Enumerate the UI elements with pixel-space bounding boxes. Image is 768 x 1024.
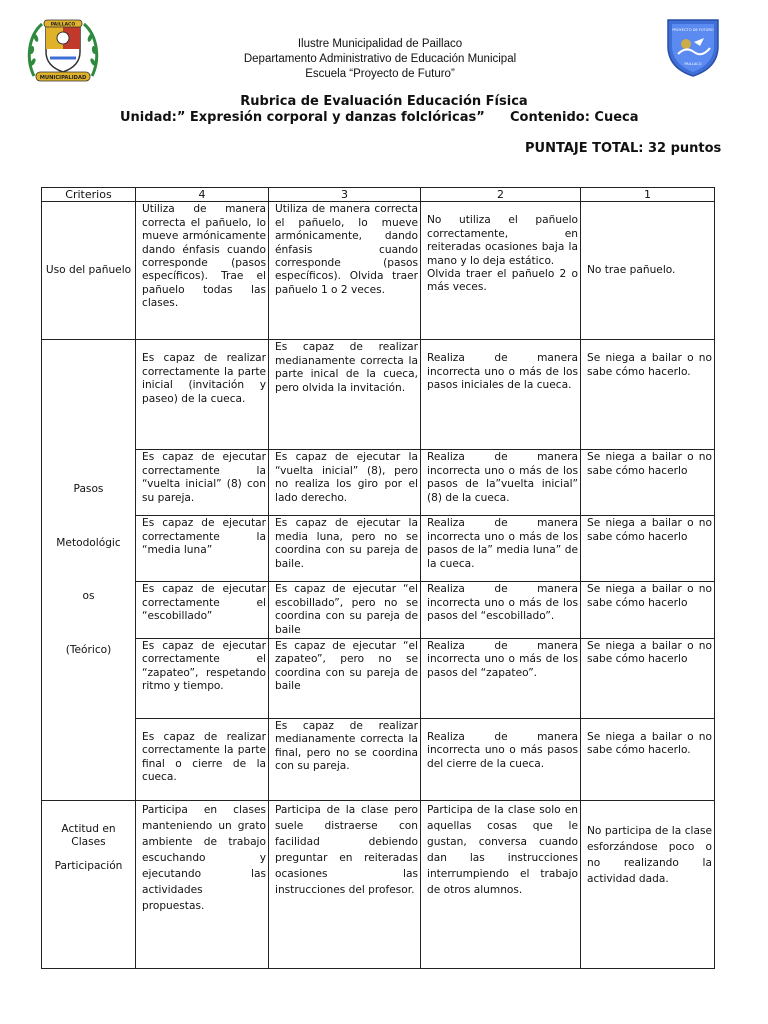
header-criterios: Criterios xyxy=(42,188,136,202)
criterion-actitud: Actitud en Clases Participación xyxy=(42,801,136,969)
cell-pasos-0-1: Se niega a bailar o no sabe cómo hacerlo. xyxy=(581,340,715,450)
cell-pasos-1-3: Es capaz de ejecutar la “vuelta inicial” (8), pero no realiza los giro por el lado derecho. xyxy=(269,450,421,516)
cell-pasos-5-3: Es capaz de realizar medianamente correcta la final, pero no se coordina con su pareja. xyxy=(269,719,421,801)
cell-pasos-0-3: Es capaz de realizar medianamente correcta la parte inical de la cueca, pero olvida la invitación. xyxy=(269,340,421,450)
cell-actitud-4: Participa en clases manteniendo un grato ambiente de trabajo escuchando y ejecutando las actividades propuestas. xyxy=(136,801,269,969)
header-score-3: 3 xyxy=(269,188,421,202)
table-row-uso-panuelo xyxy=(42,202,715,340)
cell-pasos-3-3: Es capaz de ejecutar “el escobillado”, pero no se coordina con su pareja de baile xyxy=(269,582,421,639)
cell-uso-1: No trae pañuelo. xyxy=(581,202,715,340)
cell-pasos-3-2: Realiza de manera incorrecta uno o más de los pasos del “escobillado”. xyxy=(421,582,581,639)
document-header xyxy=(0,0,768,90)
cell-pasos-5-1: Se niega a bailar o no sabe cómo hacerlo. xyxy=(581,719,715,801)
table-row xyxy=(42,582,715,639)
cell-uso-2-a: No utiliza el pañuelo correctamente, en reiteradas ocasiones baja la mano y lo deja estático. xyxy=(427,214,578,267)
table-row xyxy=(42,516,715,582)
cell-pasos-0-4: Es capaz de realizar correctamente la parte inicial (invitación y paseo) de la cueca. xyxy=(136,340,269,450)
unit-label: Unidad:” Expresión corporal y danzas folclóricas” xyxy=(120,110,485,125)
cell-pasos-5-4: Es capaz de realizar correctamente la parte final o cierre de la cueca. xyxy=(136,719,269,801)
cell-pasos-2-4: Es capaz de ejecutar correctamente la “media luna” xyxy=(136,516,269,582)
svg-text:PAILLACO: PAILLACO xyxy=(684,62,702,66)
cell-pasos-1-2: Realiza de manera incorrecta uno o más de los pasos de la”vuelta inicial” (8) de la cueca. xyxy=(421,450,581,516)
cell-pasos-5-2: Realiza de manera incorrecta uno o más pasos del cierre de la cueca. xyxy=(421,719,581,801)
svg-text:PROYECTO DE FUTURO: PROYECTO DE FUTURO xyxy=(672,28,714,32)
cell-pasos-1-4: Es capaz de ejecutar correctamente la “vuelta inicial” (8) con su pareja. xyxy=(136,450,269,516)
cell-uso-2-b: Olvida traer el pañuelo 2 o más veces. xyxy=(427,268,578,294)
cell-actitud-2: Participa de la clase solo en aquellas cosas que le gustan, conversa cuando dan las instrucciones interrumpiendo el trabajo de otros alumnos. xyxy=(421,801,581,969)
cell-actitud-1: No participa de la clase esforzándose poco o no realizando la actividad dada. xyxy=(581,801,715,969)
cell-pasos-2-1: Se niega a bailar o no sabe cómo hacerlo xyxy=(581,516,715,582)
svg-text:PAILLACO: PAILLACO xyxy=(50,22,76,28)
total-score: PUNTAJE TOTAL: 32 puntos xyxy=(525,141,722,156)
rubric-table xyxy=(41,187,715,969)
cell-pasos-3-1: Se niega a bailar o no sabe cómo hacerlo xyxy=(581,582,715,639)
svg-text:MUNICIPALIDAD: MUNICIPALIDAD xyxy=(39,75,87,81)
cell-pasos-4-3: Es capaz de ejecutar “el zapateo”, pero no se coordina con su pareja de baile xyxy=(269,639,421,719)
cell-uso-4: Utiliza de manera correcta el pañuelo, lo mueve armónicamente dando énfasis cuando corresponde (pasos específicos). Trae el pañuelo todas las clases. xyxy=(136,202,269,340)
criterion-pasos: Pasos Metodológic os (Teórico) xyxy=(42,340,136,801)
header-score-1: 1 xyxy=(581,188,715,202)
table-row xyxy=(42,340,715,450)
department-name: Departamento Administrativo de Educación Municipal xyxy=(243,53,517,65)
cell-pasos-1-1: Se niega a bailar o no sabe cómo hacerlo xyxy=(581,450,715,516)
cell-pasos-0-2: Realiza de manera incorrecta uno o más de los pasos iniciales de la cueca. xyxy=(421,340,581,450)
table-header-row xyxy=(42,188,715,202)
header-score-2: 2 xyxy=(421,188,581,202)
municipality-logo xyxy=(24,16,102,84)
cell-pasos-4-2: Realiza de manera incorrecta uno o más de los pasos del “zapateo”. xyxy=(421,639,581,719)
cell-pasos-3-4: Es capaz de ejecutar correctamente el “escobillado” xyxy=(136,582,269,639)
cell-pasos-4-1: Se niega a bailar o no sabe cómo hacerlo xyxy=(581,639,715,719)
table-row xyxy=(42,639,715,719)
table-row xyxy=(42,719,715,801)
cell-uso-2 xyxy=(421,202,581,340)
institution-name: Ilustre Municipalidad de Paillaco xyxy=(297,38,463,50)
cell-pasos-2-2: Realiza de manera incorrecta uno o más de los pasos de la” media luna” de la cueca. xyxy=(421,516,581,582)
table-row xyxy=(42,450,715,516)
cell-pasos-4-4: Es capaz de ejecutar correctamente el “zapateo”, respetando ritmo y tiempo. xyxy=(136,639,269,719)
criterion-uso-panuelo: Uso del pañuelo xyxy=(42,202,136,340)
content-label: Contenido: Cueca xyxy=(510,110,639,125)
cell-uso-3: Utiliza de manera correcta el pañuelo, lo mueve armónicamente, dando énfasis cuando corresponde (pasos específicos). Olvida traer pañuelo 1 o 2 veces. xyxy=(269,202,421,340)
header-score-4: 4 xyxy=(136,188,269,202)
school-name: Escuela “Proyecto de Futuro” xyxy=(305,68,455,80)
table-row-actitud xyxy=(42,801,715,969)
page-title: Rubrica de Evaluación Educación Física xyxy=(240,94,528,109)
cell-pasos-2-3: Es capaz de ejecutar la media luna, pero no se coordina con su pareja de baile. xyxy=(269,516,421,582)
cell-actitud-3: Participa de la clase pero suele distraerse con facilidad debiendo preguntar en reiteradas ocasiones las instrucciones del profesor. xyxy=(269,801,421,969)
school-logo xyxy=(664,16,722,78)
